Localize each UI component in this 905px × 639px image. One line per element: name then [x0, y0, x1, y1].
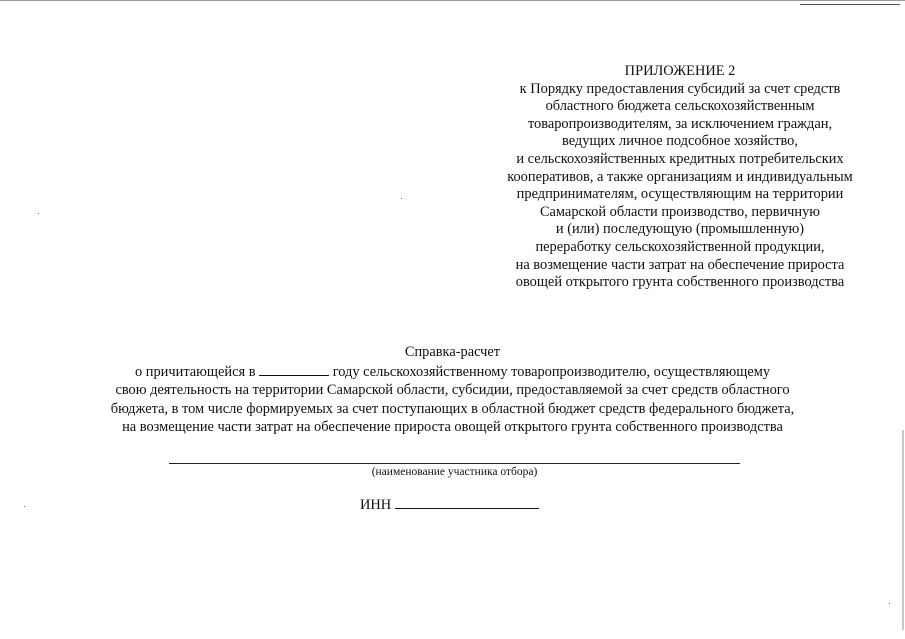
- inn-label: ИНН: [360, 497, 392, 513]
- appendix-line: Самарской области производство, первичную: [539, 203, 821, 220]
- appendix-line: товаропроизводителям, за исключением граждан,: [527, 115, 833, 132]
- appendix-line: кооперативов, а также организациям и индивидуальным: [507, 168, 853, 185]
- appendix-line: овощей открытого грунта собственного производства: [515, 274, 845, 291]
- appendix-line: и (или) последующую (промышленную): [555, 221, 805, 238]
- appendix-block: [470, 63, 890, 292]
- calculation-title: Справка-расчет: [404, 344, 501, 360]
- appendix-heading: ПРИЛОЖЕНИЕ 2: [624, 63, 736, 79]
- calculation-block: [0, 343, 905, 437]
- inn-blank-field[interactable]: [395, 494, 539, 509]
- page-right-edge: [902, 430, 904, 630]
- inn-row: [360, 494, 539, 514]
- appendix-line: областного бюджета сельскохозяйственным: [545, 98, 815, 115]
- scan-speck: [38, 213, 39, 214]
- appendix-line: ведущих личное подсобное хозяйство,: [562, 133, 798, 150]
- participant-name-caption: (наименование участника отбора): [371, 466, 538, 478]
- page-top-rule: [0, 0, 905, 1]
- calculation-line-1-end: году сельскохозяйственному товаропроизводителю, осуществляющему: [332, 363, 771, 380]
- calculation-line-3: бюджета, в том числе формируемых за счет поступающих в областной бюджет средств федерального бюджета,: [110, 400, 795, 417]
- year-blank-field[interactable]: [259, 362, 329, 376]
- participant-name-field[interactable]: [169, 463, 740, 464]
- appendix-line: переработку сельскохозяйственной продукции,: [535, 238, 825, 255]
- appendix-line: к Порядку предоставления субсидий за счет средств: [519, 80, 841, 97]
- appendix-line: и сельскохозяйственных кредитных потребительских: [516, 150, 844, 167]
- scan-speck: [401, 198, 402, 199]
- scan-speck: [24, 506, 25, 507]
- calculation-line-1: [0, 362, 905, 382]
- appendix-line: предпринимателям, осуществляющим на территории: [516, 186, 844, 203]
- appendix-line: на возмещение части затрат на обеспечение прироста: [515, 256, 845, 273]
- scan-speck: [889, 603, 890, 604]
- calculation-line-4: на возмещение части затрат на обеспечение прироста овощей открытого грунта собственного производства: [122, 419, 783, 435]
- calculation-line-1-start: о причитающейся в: [134, 363, 256, 380]
- calculation-line-2: свою деятельность на территории Самарской области, субсидии, предоставляемой за счет средств областного: [115, 382, 790, 398]
- page-top-rule-right: [800, 4, 900, 5]
